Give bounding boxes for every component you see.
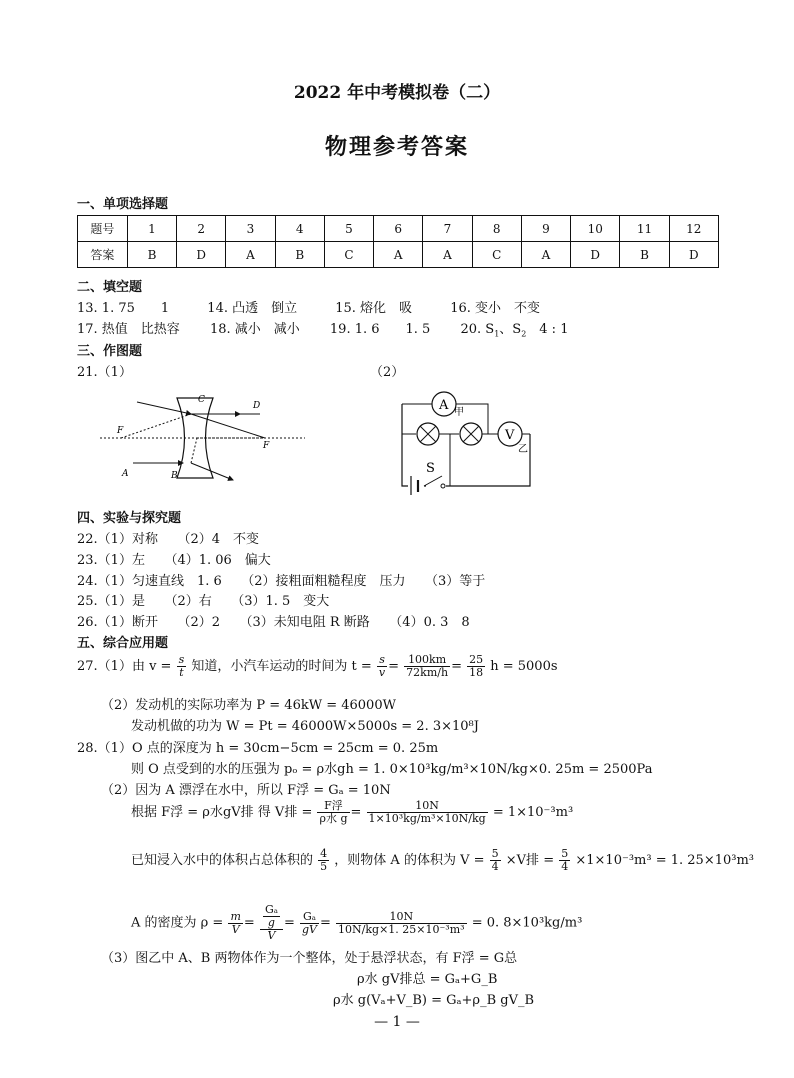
voltmeter-label: V: [505, 428, 515, 443]
answer-18: 18. 减小 减小: [209, 322, 300, 337]
section-heading-applied: 五、综合应用题: [77, 636, 169, 651]
question-number: 3: [226, 216, 275, 242]
fraction-GA-g-over-V: [260, 904, 283, 942]
answer-20-mid: 、S: [499, 322, 522, 337]
frac-num: s: [377, 654, 387, 667]
answer-28-2d: A 的密度为 ρ = $\frac{m}{V}$ = $\frac{\frac{\text{Gₐ}}{g}}{V}$ = $\frac{\text{Gₐ}}{gV}$ = $\frac{10N}{\text{10N/kg×1. 25×10⁻³m³}}$ = 0. 8×10³kg/m³: [131, 903, 583, 942]
frac-num: 5: [491, 847, 499, 860]
answer-26: 26.（1）断开 （2）2 （3）未知电阻 R 断路 （4）0. 3 8: [77, 615, 470, 630]
answer-14: 14. 凸透 倒立: [207, 301, 298, 316]
frac-den: ρ水 g: [319, 812, 348, 825]
answer-25: 25.（1）是 （2）右 （3）1. 5 变大: [77, 594, 330, 609]
answer-28-2c: [131, 848, 754, 873]
row-label: 答案: [78, 242, 128, 268]
fraction-25-18: [467, 654, 485, 679]
answer-letter: A: [226, 242, 275, 268]
section-heading-experiment: 四、实验与探究题: [77, 511, 182, 526]
frac-num: 4: [320, 847, 328, 860]
label-B: B: [171, 471, 178, 481]
label-C: C: [198, 395, 205, 405]
answer-28-1a: 28.（1）O 点的深度为 h = 30cm−5cm = 25cm = 0. 25m: [77, 741, 439, 756]
frac-num: [260, 904, 283, 930]
frac-den: gV: [302, 922, 317, 936]
answer-28-1b: 则 O 点受到的水的压强为 pₒ = ρ水gh = 1. 0×10³kg/m³×10N/kg×0. 25m = 2500Pa: [131, 762, 653, 777]
frac-num: 10N: [336, 911, 467, 924]
frac-den: 5: [320, 860, 328, 873]
question-number: 10: [571, 216, 620, 242]
frac-den: g: [267, 916, 275, 929]
incident-ray-top: [137, 402, 191, 414]
q28-2c-end: ×1×10⁻³m³ = 1. 25×10³m³: [575, 853, 755, 868]
answer-22: 22.（1）对称 （2）4 不变: [77, 532, 259, 547]
answer-28-3b: ρ水 gV排总 = Gₐ+G_B: [357, 972, 498, 987]
answer-24: 24.（1）匀速直线 1. 6 （2）接粗面粗糙程度 压力 （3）等于: [77, 574, 486, 589]
label-A: A: [122, 469, 129, 479]
answer-27-2a: （2）发动机的实际功率为 P = 46kW = 46000W: [101, 698, 396, 713]
q27-1-pre: 27.（1）由 v =: [77, 659, 172, 674]
answer-letter: A: [374, 242, 423, 268]
section-heading-choice: 一、单项选择题: [77, 197, 169, 212]
answer-letter: B: [620, 242, 669, 268]
fraction-s-over-t: [177, 654, 187, 679]
answer-20-sub1: 1: [494, 329, 500, 339]
answer-28-3c: ρ水 g(Vₐ+V_B) = Gₐ+ρ_B gV_B: [333, 993, 535, 1008]
q28-2b-pre: 根据 F浮 = ρ水gV排 得 V排 =: [131, 805, 313, 820]
table-row-answers: [78, 242, 719, 268]
answer-28-3a: （3）图乙中 A、B 两物体作为一个整体，处于悬浮状态，有 F浮 = G总: [101, 951, 518, 966]
page-number: — 1 —: [374, 1014, 420, 1030]
answer-letter: A: [521, 242, 570, 268]
answer-letter: B: [127, 242, 176, 268]
fraction-GA-over-gV: [300, 911, 319, 936]
fraction-m-over-V: [228, 911, 242, 936]
ammeter-label: A: [439, 398, 449, 413]
frac-num: 25: [469, 653, 484, 666]
exam-title: 2022 年中考模拟卷（二）: [293, 83, 501, 103]
fraction-s-over-v: [377, 654, 387, 679]
question-number: 4: [275, 216, 324, 242]
fraction-distance-speed: [404, 654, 450, 679]
fraction-10N-over-rho-g: [367, 800, 488, 825]
q21-part2-label: （2）: [370, 365, 405, 380]
fraction-Ffloat-over-rho-g: [317, 800, 349, 825]
section-heading-fill: 二、填空题: [77, 280, 143, 295]
answer-letter: D: [669, 242, 718, 268]
fill-row-1: [77, 297, 540, 316]
table-row-numbers: [78, 216, 719, 242]
row-label: 题号: [78, 216, 128, 242]
answer-letter: A: [423, 242, 472, 268]
answer-13: 13. 1. 75 1: [77, 301, 170, 316]
frac-num: F浮: [317, 800, 349, 813]
answer-letter: D: [177, 242, 226, 268]
question-number: 5: [324, 216, 373, 242]
fill-row-2: [77, 318, 568, 339]
q28-2c-mid2: ×V排 =: [505, 853, 555, 868]
switch-contact: [441, 484, 445, 488]
q27-1-mid: 知道，小汽车运动的时间为 t =: [191, 659, 372, 674]
ray-mid: [191, 414, 265, 438]
frac-num: s: [178, 653, 185, 666]
answer-20-sub2: 2: [521, 329, 527, 339]
frac-num: 5: [561, 847, 569, 860]
frac-num: Gₐ: [300, 911, 319, 924]
answer-20-post: 4 : 1: [526, 322, 569, 337]
q28-2d-pre: A 的密度为 ρ =: [131, 915, 224, 931]
frac-num: m: [230, 909, 241, 923]
frac-den: 4: [561, 860, 569, 873]
label-F-right: F: [263, 441, 270, 451]
answer-17: 17. 热值 比热容: [77, 322, 180, 337]
frac-den: V: [267, 929, 276, 942]
answer-16: 16. 变小 不变: [450, 301, 541, 316]
frac-den: 1×10³kg/m³×10N/kg: [368, 812, 486, 825]
q21-part1-label: 21.（1）: [77, 365, 132, 380]
choice-answer-table: [77, 215, 719, 268]
question-number: 7: [423, 216, 472, 242]
fraction-density: [336, 911, 467, 936]
q28-2d-end: = 0. 8×10³kg/m³: [471, 915, 583, 931]
answer-28-2a: （2）因为 A 漂浮在水中，所以 F浮 = Gₐ = 10N: [101, 783, 391, 798]
question-number: 2: [177, 216, 226, 242]
frac-num: 100km: [404, 654, 450, 667]
q28-2c-pre: 已知浸入水中的体积占总体积的: [131, 853, 314, 868]
answer-letter: B: [275, 242, 324, 268]
label-F-left: F: [117, 426, 124, 436]
answer-letter: C: [324, 242, 373, 268]
section-heading-drawing: 三、作图题: [77, 344, 143, 359]
answer-28-2b: 根据 F浮 = ρ水gV排 得 V排 = $\frac{\text{F浮}}{\text{ρ水 g}}$ = $\frac{10N}{\text{1×10³kg/m³×10N/kg}}$ = 1×10⁻³m³: [131, 799, 574, 825]
fraction-4-5: [318, 848, 329, 873]
frac-den: 4: [491, 860, 499, 873]
question-number: 8: [472, 216, 521, 242]
frac-den: t: [179, 666, 184, 679]
frac-den: V: [231, 922, 240, 936]
q27-1-end: h = 5000s: [490, 659, 558, 674]
answer-23: 23.（1）左 （4）1. 06 偏大: [77, 553, 271, 568]
answer-19: 19. 1. 6 1. 5: [329, 322, 431, 337]
answer-27-1: 27.（1）由 v = $\frac{s}{t}$ 知道，小汽车运动的时间为 t = $\frac{s}{v}$ = $\frac{100km}{72km/h}$ = $\frac{25}{18}$ h = 5000s: [77, 653, 558, 679]
answer-20: [460, 322, 568, 337]
ray-dash-virtual: [191, 438, 197, 463]
frac-den: 18: [469, 666, 484, 679]
answer-20-pre: 20. S: [460, 322, 495, 337]
frac-den: 72km/h: [406, 666, 449, 679]
answer-15: 15. 熔化 吸: [335, 301, 413, 316]
question-number: 9: [521, 216, 570, 242]
circuit-diagram: [392, 390, 552, 495]
battery-gap: [408, 476, 424, 495]
switch-label: S: [426, 461, 435, 476]
answer-letter: D: [571, 242, 620, 268]
frac-num: 10N: [367, 800, 488, 813]
frac-num: Gₐ: [264, 903, 278, 916]
fraction-5-4-a: [490, 848, 501, 873]
voltmeter-tag-yi: 乙: [518, 444, 528, 455]
answer-letter: C: [472, 242, 521, 268]
q28-2b-end: = 1×10⁻³m³: [492, 805, 574, 820]
q28-2c-mid: ，则物体 A 的体积为 V =: [334, 853, 485, 868]
inner-fraction-GA-g: [263, 904, 280, 929]
question-number: 12: [669, 216, 718, 242]
answer-key-title: 物理参考答案: [324, 134, 469, 160]
answer-27-2b: 发动机做的功为 W = Pt = 46000W×5000s = 2. 3×10⁸J: [131, 719, 479, 734]
label-D: D: [253, 401, 261, 411]
fraction-5-4-b: [559, 848, 570, 873]
question-number: 11: [620, 216, 669, 242]
frac-den: v: [378, 666, 386, 679]
frac-den: 10N/kg×1. 25×10⁻³m³: [338, 922, 465, 936]
ammeter-tag-jia: 甲: [454, 407, 464, 418]
ray-dash-left: [121, 414, 191, 438]
concave-lens-shape: [177, 398, 213, 478]
concave-lens-ray-diagram: [95, 388, 315, 488]
question-number: 1: [127, 216, 176, 242]
question-number: 6: [374, 216, 423, 242]
